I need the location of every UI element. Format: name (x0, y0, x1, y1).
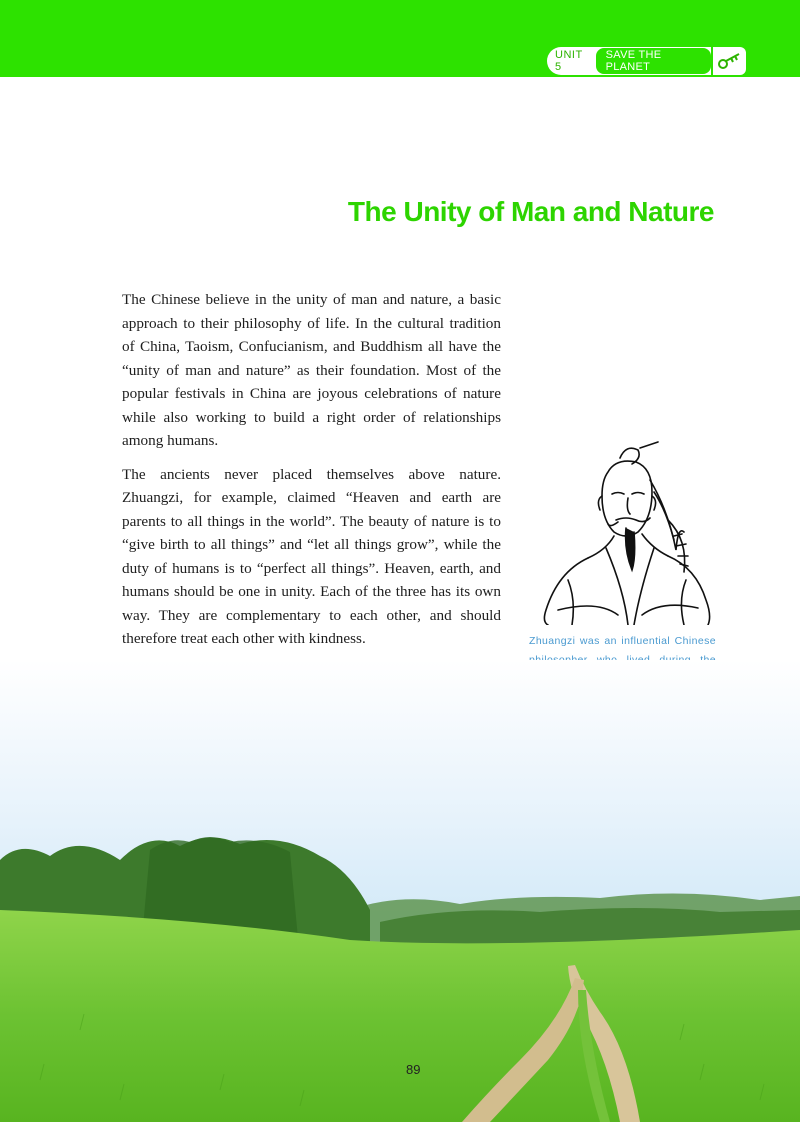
unit-title: SAVE THE PLANET (596, 48, 711, 74)
unit-tag (547, 47, 711, 75)
image-caption: Zhuangzi was an influential Chinese (529, 635, 716, 647)
page-number: 89 (406, 1062, 421, 1077)
unit-label: UNIT 5 (555, 49, 583, 73)
paragraph-1: The Chinese believe in the unity of man and nature, a basic approach to their philosophy of life. In the cultural tradition of China, Taoism, Confucianism, and Buddhism all have the “unity of man and nature” as their foundation. Most of the popular festivals in China are joyous celebrations of nature while also working to build a right order of relationships among humans. (122, 291, 501, 449)
key-icon (713, 47, 746, 75)
paragraph-2: The ancients never placed themselves above nature. Zhuangzi, for example, claimed “Heaven and earth are parents to all things in the world”. The beauty of nature is to “give birth to all things” and “let all things grow”, while the duty of humans is to “perfect all things”. Heaven, earth, and humans should be one in unity. Each of the three has its own way. They are complementary to each other, and should therefore treat each other with kindness. (122, 465, 501, 647)
page-title: The Unity of Man and Nature (347, 196, 714, 227)
zhuangzi-portrait (528, 440, 718, 625)
meadow-landscape (0, 660, 800, 1122)
